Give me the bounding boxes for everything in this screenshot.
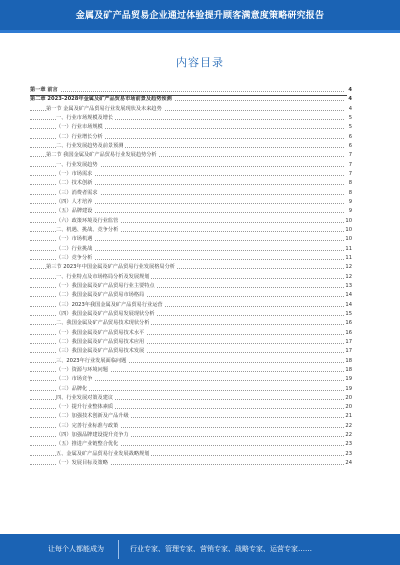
toc-entry[interactable] (30, 450, 352, 459)
toc-entry-page: 18 (344, 366, 352, 375)
toc-entry-page: 7 (348, 170, 352, 179)
toc-entry-page: 18 (344, 357, 352, 366)
toc-entry-text: （一）市场机遇 (56, 236, 93, 243)
toc-entry-page: 4 (348, 105, 352, 114)
toc-entry[interactable] (30, 189, 352, 198)
toc-entry-text: 第三节 2023年中国金属及矿产品贸易行业发展格局分析 (46, 264, 175, 271)
toc-entry-text: 一、行业市场规模及增长 (56, 114, 114, 121)
toc-entry-text: （二）加强技术创新及产品升级 (56, 413, 129, 420)
toc-entry-page: 8 (348, 179, 352, 188)
toc-entry-text: 五、金属及矿产品贸易行业发展战略规划 (56, 450, 150, 457)
toc-entry[interactable] (30, 375, 352, 384)
toc-entry-text: （一）我国金属及矿产品贸易行业主要特点 (56, 282, 155, 289)
toc-entry[interactable] (30, 282, 352, 291)
toc-entry-page: 21 (344, 412, 352, 421)
toc-entry-page: 7 (348, 161, 352, 170)
toc-entry-page: 22 (344, 431, 352, 440)
toc-entry[interactable] (30, 207, 352, 216)
toc-entry[interactable] (30, 319, 352, 328)
toc-entry[interactable] (30, 254, 352, 263)
toc-entry-page: 10 (344, 217, 352, 226)
toc-entry-page: 9 (348, 207, 352, 216)
toc-entry-page: 4 (347, 86, 352, 95)
toc-entry-page: 19 (344, 385, 352, 394)
toc-entry[interactable] (30, 385, 352, 394)
toc-entry-text: （一）提升行业整体素质 (56, 404, 114, 411)
toc-entry-page: 22 (344, 422, 352, 431)
toc-entry-page: 23 (344, 440, 352, 449)
toc-entry-page: 15 (344, 310, 352, 319)
toc-entry-page: 20 (344, 403, 352, 412)
toc-entry-text: 第二章 2023-2028年金属及矿产品贸易市场前景及趋势预测 (30, 96, 172, 103)
toc-entry-text: 一、行业特点及市场格局分析及发展规划 (56, 273, 150, 280)
header-band (0, 30, 400, 33)
toc-entry-text: 第二节 我国金属及矿产品贸易行业发展趋势分析 (46, 152, 157, 159)
toc-entry[interactable] (30, 412, 352, 421)
toc-entry[interactable] (30, 263, 352, 272)
toc-entry-text: 二、我国金属及矿产品贸易技术现状分析 (56, 320, 150, 327)
toc-entry[interactable] (30, 440, 352, 449)
toc-entry-text: 一、行业发展趋势 (56, 161, 98, 168)
toc-entry[interactable] (30, 422, 352, 431)
table-of-contents (30, 86, 352, 468)
footer-tagline: 行业专家、管理专家、营销专家、战略专家、运营专家…… (130, 545, 312, 553)
toc-entry-page: 12 (344, 273, 352, 282)
toc-entry[interactable] (30, 394, 352, 403)
toc-entry[interactable] (30, 459, 352, 468)
toc-entry[interactable] (30, 86, 352, 95)
toc-entry-page: 17 (344, 347, 352, 356)
toc-entry-text: （六）政策环境及行业监管 (56, 217, 119, 224)
toc-entry[interactable] (30, 123, 352, 132)
toc-entry-page: 7 (348, 151, 352, 160)
footer-divider (118, 540, 119, 559)
toc-entry-page: 5 (348, 123, 352, 132)
toc-entry-page: 6 (348, 133, 352, 142)
toc-entry-page: 11 (344, 254, 352, 263)
toc-entry-page: 16 (344, 319, 352, 328)
toc-entry-text: 二、机遇、挑战、竞争分析 (56, 226, 119, 233)
toc-entry-text: （二）我国金属及矿产品贸易技术应用 (56, 338, 145, 345)
toc-entry-text: 三、2023年行业发展面临问题 (56, 357, 127, 364)
toc-entry[interactable] (30, 161, 352, 170)
toc-entry-text: （一）我国金属及矿产品贸易技术水平 (56, 329, 145, 336)
toc-entry[interactable] (30, 310, 352, 319)
toc-entry-text: （四）加强品牌建设提升竞争力 (56, 432, 129, 439)
toc-entry-text: （三）消费者需求 (56, 189, 98, 196)
toc-entry-text: 四、行业发展对策及建议 (56, 394, 114, 401)
toc-entry-text: （一）发展目标及策略 (56, 460, 108, 467)
toc-entry-text: （三）竞争分析 (56, 254, 93, 261)
toc-entry-text: （二）市场竞争 (56, 376, 93, 383)
toc-entry[interactable] (30, 273, 352, 282)
toc-entry-page: 10 (344, 226, 352, 235)
toc-entry-page: 16 (344, 329, 352, 338)
toc-entry-page: 14 (344, 291, 352, 300)
toc-entry-page: 17 (344, 338, 352, 347)
toc-entry[interactable] (30, 217, 352, 226)
toc-entry[interactable] (30, 338, 352, 347)
toc-entry-page: 19 (344, 375, 352, 384)
toc-entry[interactable] (30, 329, 352, 338)
toc-entry-page: 10 (344, 235, 352, 244)
toc-entry[interactable] (30, 95, 352, 104)
toc-entry-page: 14 (344, 301, 352, 310)
toc-entry[interactable] (30, 142, 352, 151)
toc-entry[interactable] (30, 301, 352, 310)
toc-entry-page: 8 (348, 189, 352, 198)
toc-entry-text: （四）我国金属及矿产品贸易发展现状分析 (56, 310, 155, 317)
toc-entry-text: （五）推进产业链整合优化 (56, 441, 119, 448)
toc-entry[interactable] (30, 357, 352, 366)
toc-entry[interactable] (30, 226, 352, 235)
toc-entry-page: 4 (347, 95, 352, 104)
toc-entry-text: （一）资源与环境问题 (56, 366, 108, 373)
toc-entry[interactable] (30, 133, 352, 142)
toc-entry-text: 二、行业发展趋势及前景预测 (56, 142, 124, 149)
toc-entry-page: 24 (344, 459, 352, 468)
toc-entry[interactable] (30, 245, 352, 254)
toc-entry[interactable] (30, 403, 352, 412)
toc-entry[interactable] (30, 105, 352, 114)
toc-entry[interactable] (30, 431, 352, 440)
toc-entry[interactable] (30, 151, 352, 160)
toc-entry-text: （四）人才培养 (56, 198, 93, 205)
toc-entry[interactable] (30, 347, 352, 356)
toc-entry[interactable] (30, 114, 352, 123)
toc-entry-text: 第一节 金属及矿产品贸易行业发展现状及未来趋势 (46, 105, 162, 112)
toc-entry-text: 第一章 前言 (30, 87, 58, 93)
toc-entry-text: （三）完善行业标准与政策 (56, 422, 119, 429)
toc-entry-page: 6 (348, 142, 352, 151)
toc-entry-text: （一）行业市场规模 (56, 124, 103, 131)
toc-entry-page: 5 (348, 114, 352, 123)
toc-entry-text: （二）技术创新 (56, 180, 93, 187)
report-title: 金属及矿产品贸易企业通过体验提升顾客满意度策略研究报告 (75, 11, 325, 21)
toc-entry[interactable] (30, 366, 352, 375)
toc-entry[interactable] (30, 170, 352, 179)
toc-entry-page: 9 (348, 198, 352, 207)
toc-entry-text: （三）品牌化 (56, 385, 88, 392)
toc-heading: 内容目录 (176, 56, 224, 69)
toc-entry[interactable] (30, 235, 352, 244)
footer-bar (0, 534, 400, 565)
toc-entry-text: （五）品牌建设 (56, 208, 93, 215)
toc-entry-text: （二）行业增长分析 (56, 133, 103, 140)
footer-slogan: 让每个人都能成为 (48, 545, 104, 553)
header-bar (0, 0, 400, 30)
toc-entry-text: （三）2023年我国金属及矿产品贸易行业运营 (56, 301, 163, 308)
toc-entry[interactable] (30, 291, 352, 300)
toc-entry[interactable] (30, 179, 352, 188)
toc-entry-text: （二）我国金属及矿产品贸易市场格局 (56, 292, 145, 299)
dot-leader (30, 91, 344, 92)
toc-entry-page: 11 (344, 245, 352, 254)
toc-entry-text: （一）市场需求 (56, 170, 93, 177)
toc-entry[interactable] (30, 198, 352, 207)
toc-entry-page: 13 (344, 282, 352, 291)
toc-entry-page: 23 (344, 450, 352, 459)
toc-entry-page: 12 (344, 263, 352, 272)
toc-entry-text: （二）行业挑战 (56, 245, 93, 252)
toc-entry-page: 20 (344, 394, 352, 403)
toc-entry-text: （三）我国金属及矿产品贸易技术发展 (56, 348, 145, 355)
